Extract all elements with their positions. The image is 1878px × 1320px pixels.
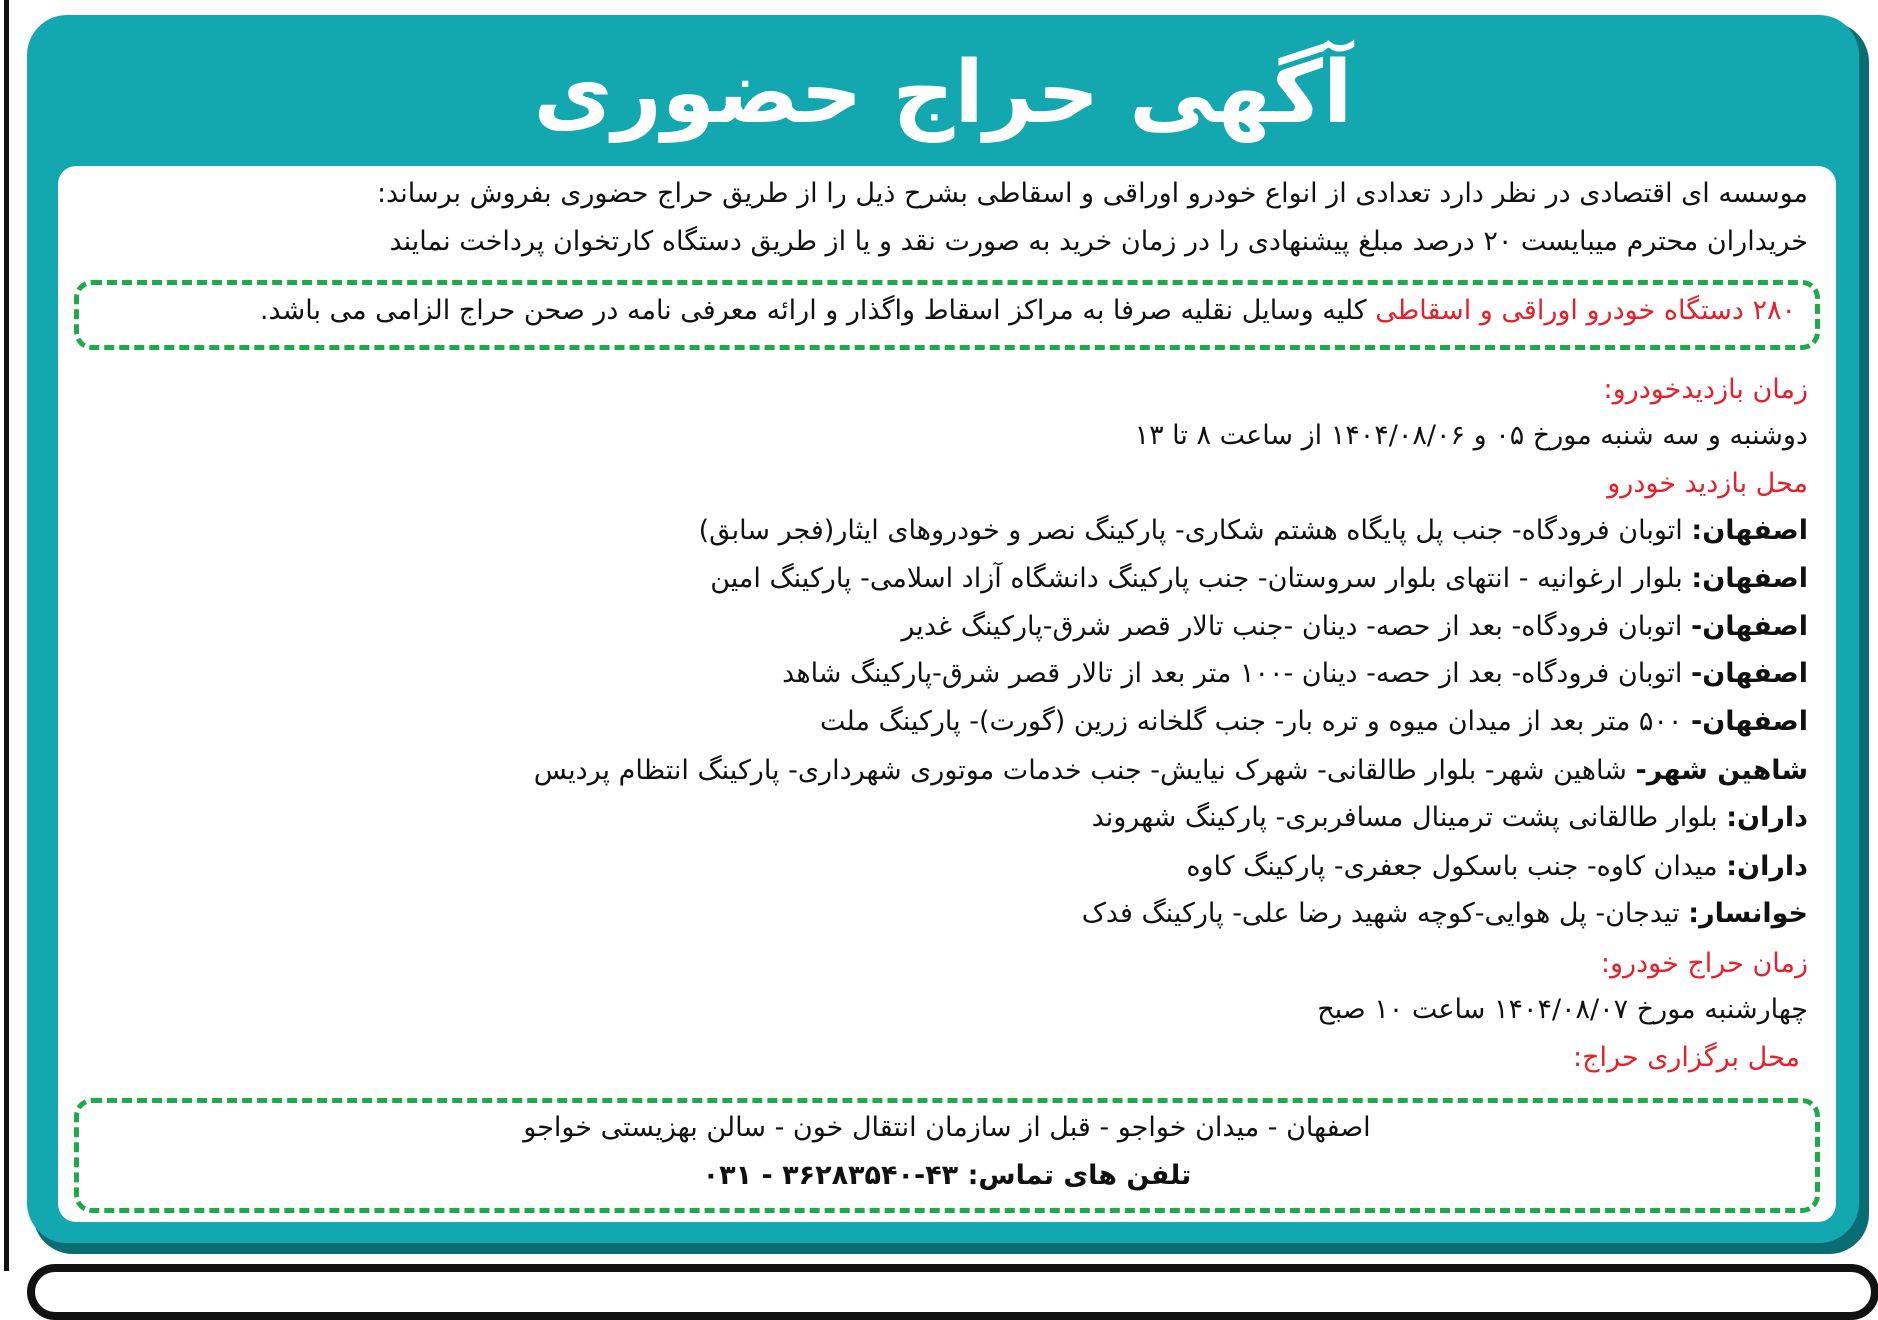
city: شاهین شهر-: [1635, 755, 1808, 786]
address: میدان کاوه- جنب باسکول جعفری- پارکینگ کاوه: [1186, 851, 1727, 882]
contact-phone: [58, 1156, 1836, 1196]
address: بلوار طالقانی پشت ترمینال مسافربری- پارکینگ شهروند: [1091, 802, 1727, 833]
notice-body: [58, 166, 1836, 1222]
city: اصفهان-: [1691, 706, 1808, 737]
intro-line: خریداران محترم میبایست ۲۰ درصد مبلغ پیشنهادی را در زمان خرید به صورت نقد و یا از طریق دستگاه کارتخوان پرداخت نمایند: [389, 226, 1808, 257]
vehicle-count: ۲۸۰ دستگاه خودرو اوراقی و اسقاطی: [1375, 295, 1796, 326]
notice-text: کلیه وسایل نقلیه صرفا به مراکز اسقاط واگذار و ارائه معرفی نامه در صحن حراج الزامی می باشد.: [259, 295, 1376, 326]
visit-place-heading: محل بازدید خودرو: [1607, 468, 1808, 499]
visit-location: [1082, 894, 1808, 934]
notice-title: آگهی حراج حضوری: [533, 43, 1353, 143]
city: داران:: [1726, 851, 1808, 882]
visit-time-heading: زمان بازدیدخودرو:: [1603, 374, 1808, 405]
address: تیدجان- پل هوایی-کوچه شهید رضا علی- پارکینگ فدک: [1081, 898, 1689, 929]
visit-location: [782, 654, 1808, 694]
address: اتوبان فرودگاه- بعد از حصه- دینان -۱۰۰ متر بعد از تالار قصر شرق-پارکینگ شاهد: [782, 658, 1691, 689]
visit-location: [534, 751, 1808, 791]
next-notice-frame: [27, 1264, 1878, 1320]
auction-time-text: چهارشنبه مورخ ۱۴۰۴/۰۸/۰۷ ساعت ۱۰ صبح: [1317, 994, 1808, 1025]
visit-time-text: دوشنبه و سه شنبه مورخ ۰۵ و ۱۴۰۴/۰۸/۰۶ از ساعت ۸ تا ۱۳: [1134, 420, 1808, 451]
city: اصفهان:: [1691, 563, 1808, 594]
visit-location: [699, 511, 1808, 551]
city: داران:: [1726, 802, 1808, 833]
address: اتوبان فرودگاه- بعد از حصه- دینان -جنب تالار قصر شرق-پارکینگ غدیر: [901, 611, 1691, 642]
city: اصفهان-: [1691, 611, 1808, 642]
visit-location: [710, 559, 1808, 599]
page-edge-line: [4, 0, 9, 1271]
visit-location: [901, 607, 1808, 647]
notice-line: [260, 291, 1796, 331]
address: ۵۰۰ متر بعد از میدان میوه و تره بار- جنب گلخانه زرین (گورت)- پارکینگ ملت: [820, 706, 1691, 737]
auction-time-heading: زمان حراج خودرو:: [1600, 948, 1808, 979]
city: اصفهان:: [1691, 515, 1808, 546]
address: شاهین شهر- بلوار طالقانی- شهرک نیایش- جنب خدمات موتوری شهرداری- پارکینگ انتظام پردیس: [533, 755, 1636, 786]
address: اتوبان فرودگاه- جنب پل پایگاه هشتم شکاری- پارکینگ نصر و خودروهای ایثار(فجر سابق): [698, 515, 1692, 546]
city: خوانسار:: [1688, 898, 1808, 929]
visit-location: [1186, 847, 1808, 887]
visit-location: [820, 702, 1808, 742]
phone-label: تلفن های تماس:: [958, 1160, 1192, 1191]
city: اصفهان-: [1691, 658, 1808, 689]
address: بلوار ارغوانیه - انتهای بلوار سروستان- جنب پارکینگ دانشگاه آزاد اسلامی- پارکینگ امین: [710, 563, 1692, 594]
intro-line: موسسه ای اقتصادی در نظر دارد تعدادی از انواع خودرو اوراقی و اسقاطی بشرح ذیل را از طریق حراج حضوری بفروش برساند:: [376, 178, 1808, 209]
phone-number: ۴۳-۳۶۲۸۳۵۴۰ - ۰۳۱: [702, 1160, 959, 1191]
auction-place-heading: محل برگزاری حراج:: [1573, 1042, 1800, 1073]
auction-address: اصفهان - میدان خواجو - قبل از سازمان انتقال خون - سالن بهزیستی خواجو: [523, 1112, 1371, 1143]
visit-location: [1092, 798, 1808, 838]
